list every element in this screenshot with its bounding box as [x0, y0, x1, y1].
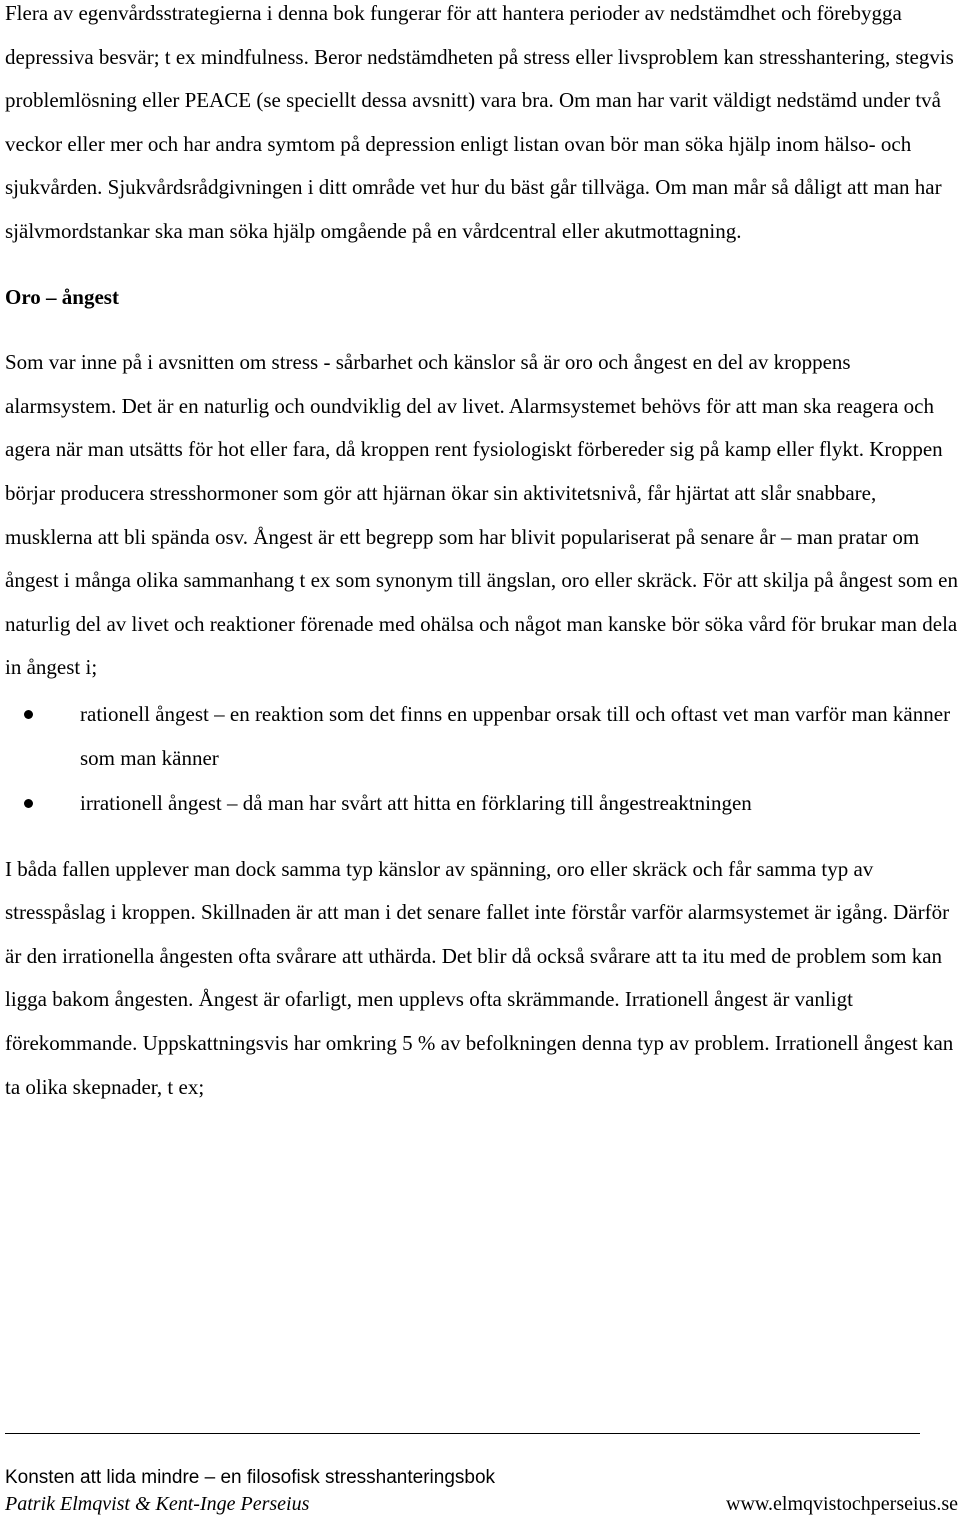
footer-authors: Patrik Elmqvist & Kent-Inge Perseius — [5, 1493, 310, 1515]
footer-book-title: Konsten att lida mindre – en filosofisk stresshanteringsbok — [5, 1467, 496, 1488]
bullet-icon — [24, 710, 33, 719]
list-item-text: irrationell ångest – då man har svårt att hitta en förklaring till ångestreaktningen — [80, 791, 752, 816]
paragraph-depression-advice: Flera av egenvårdsstrategierna i denna bok fungerar för att hantera perioder av nedstämdhet och förebygga depressiva besvär; t ex mindfulness. Beror nedstämdheten på stress eller livsproblem kan stresshantering, stegvis problemlösning eller PEACE (se speciellt dessa avsnitt) vara bra. Om man har varit väldigt nedstämd under två veckor eller mer och har andra symtom på depression enligt listan ovan bör man söka hjälp inom hälso- och sjukvården. Sjukvårdsrådgivningen i ditt område vet hur du bäst går tillväga. Om man mår så dåligt att man har självmordstankar ska man söka hjälp omgående på en vårdcentral eller akutmottagning. — [5, 1, 954, 243]
paragraph-anxiety-details: I båda fallen upplever man dock samma typ känslor av spänning, oro eller skräck och får samma typ av stresspåslag i kroppen. Skillnaden är att man i det senare fallet inte förstår varför alarmsystemet är igång. Därför är den irrationella ångesten ofta svårare att uthärda. Det blir då också svårare att ta itu med de problem som kan ligga bakom ångesten. Ångest är ofarligt, men upplevs ofta skrämmande. Irrationell ångest är vanligt förekommande. Uppskattningsvis har omkring 5 % av befolkningen denna typ av problem. Irrationell ångest kan ta olika skepnader, t ex; — [5, 856, 954, 1099]
section-heading-oro-angest: Oro – ångest — [5, 284, 119, 309]
list-item-text: rationell ångest – en reaktion som det finns en uppenbar orsak till och oftast vet man varför man känner som man känner — [80, 701, 951, 770]
list-item — [5, 693, 960, 780]
footer-divider — [5, 1433, 920, 1434]
document-page — [5, 0, 960, 1109]
paragraph-anxiety-intro: Som var inne på i avsnitten om stress - sårbarhet och känslor så är oro och ångest en del av kroppens alarmsystem. Det är en naturlig och oundviklig del av livet. Alarmsystemet behövs för att man ska reagera och agera när man utsätts för hot eller fara, då kroppen rent fysiologiskt förbereder sig på kamp eller flykt. Kroppen börjar producera stresshormoner som gör att hjärnan ökar sin aktivitetsnivå, får hjärtat att slår snabbare, musklerna att bli spända osv. Ångest är ett begrepp som har blivit populariserat på senare år – man pratar om ångest i många olika sammanhang t ex som synonym till ängslan, oro eller skräck. För att skilja på ångest som en naturlig del av livet och reaktioner förenade med ohälsa och något man kanske bör söka vård för brukar man dela in ångest i; — [5, 350, 958, 680]
list-item — [5, 782, 960, 826]
bullet-icon — [24, 799, 33, 808]
footer-website-link[interactable]: www.elmqvistochperseius.se — [726, 1493, 958, 1515]
anxiety-types-list — [5, 693, 960, 826]
